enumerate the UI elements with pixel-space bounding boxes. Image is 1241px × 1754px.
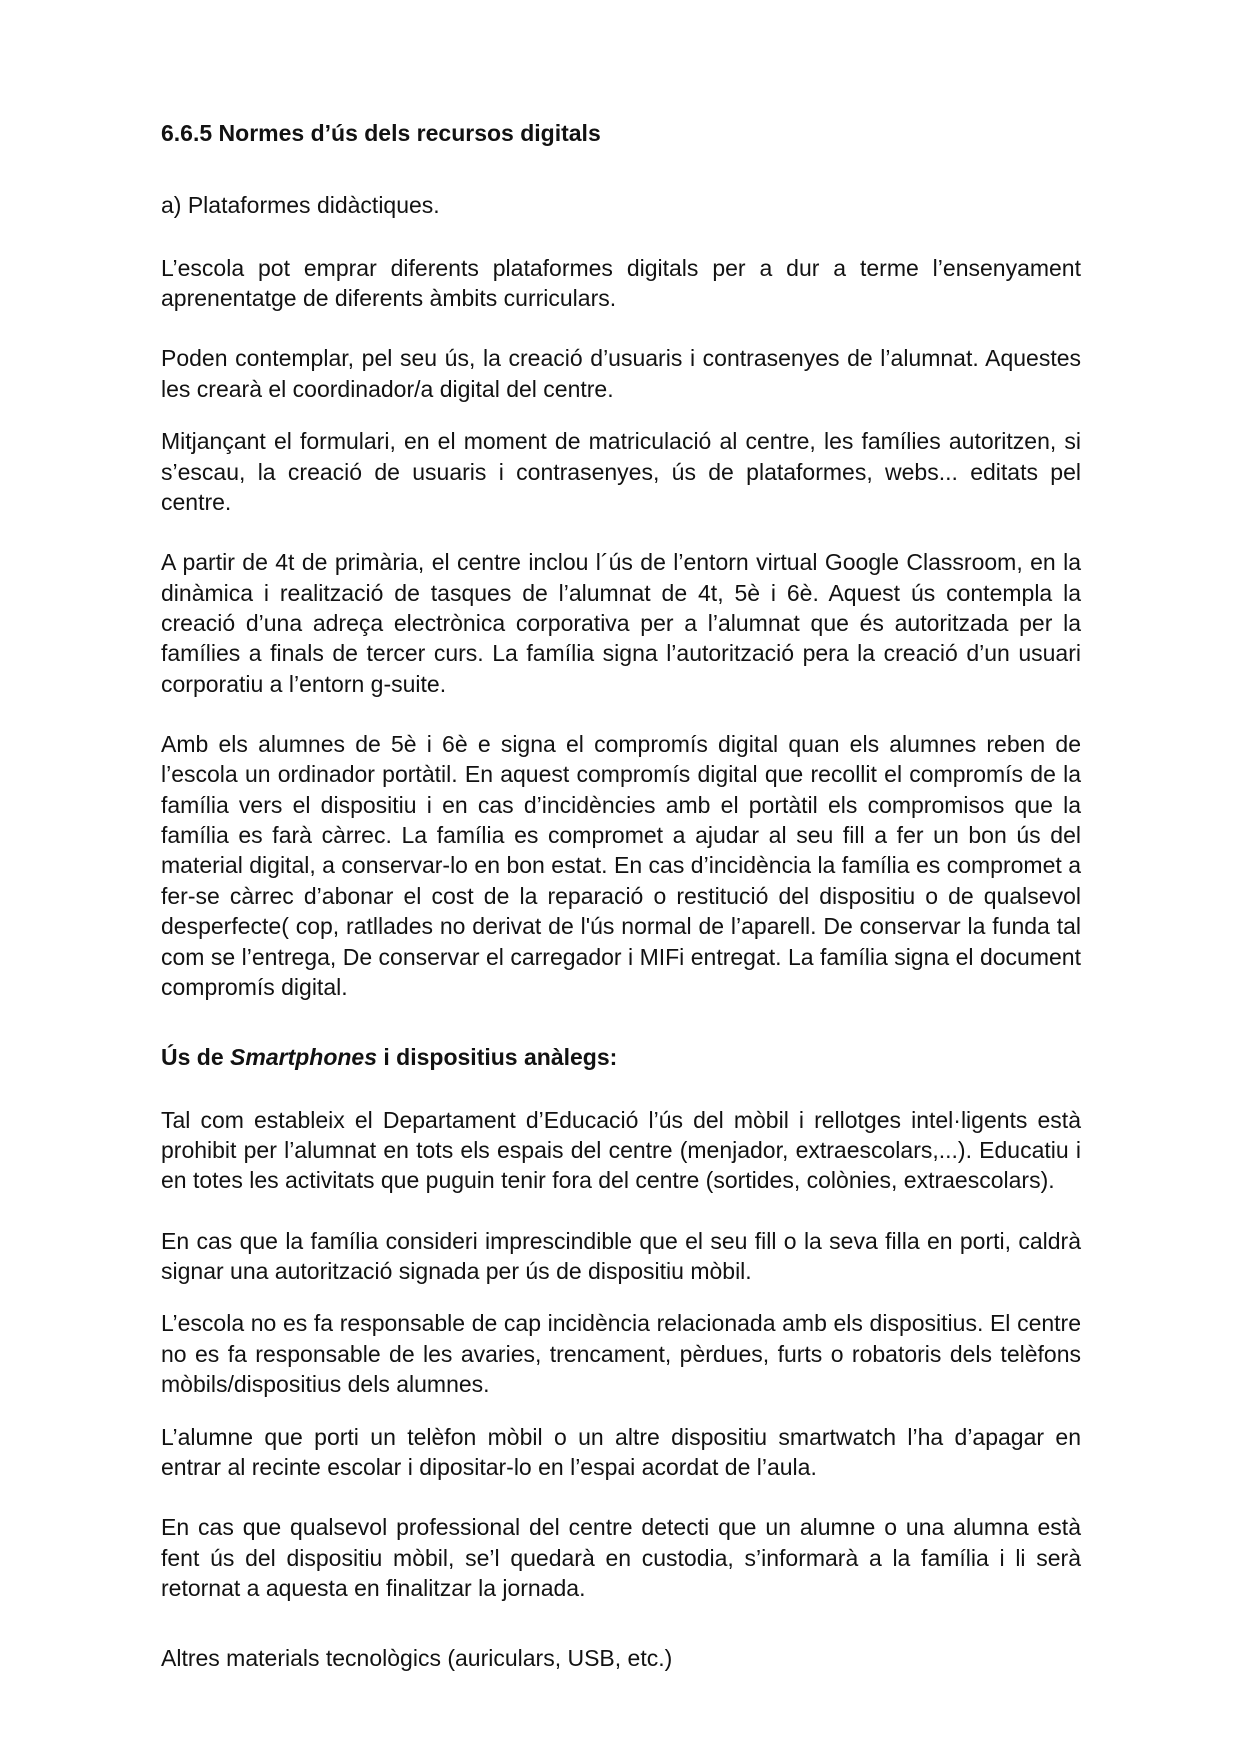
paragraph-device-confiscation: En cas que qualsevol professional del centre detecti que un alumne o una alumna està fent ús del dispositiu mòbil, se’l quedarà en custodia, s’informarà a la família i li serà retornat a aquesta en finalitzar la jornada.	[161, 1514, 1081, 1601]
paragraph-platforms-use: L’escola pot emprar diferents plataformes digitals per a dur a terme l’ensenyament aprenentatge de diferents àmbits curriculars.	[161, 254, 1081, 312]
paragraph-user-accounts: Poden contemplar, pel seu ús, la creació d’usuaris i contrasenyes de l’alumnat. Aquestes les crearà el coordinador/a digital del centre.	[161, 345, 1081, 402]
paragraph-digital-commitment: Amb els alumnes de 5è i 6è e signa el compromís digital quan els alumnes reben de l’escola un ordinador portàtil. En aquest compromís digital que recollit el compromís de la família vers el dispositiu i en cas d’incidències amb el portàtil els compromisos que la família es farà càrrec. La família es compromet a ajudar al seu fill a fer un bon ús del material digital, a conservar-lo en bon estat. En cas d’incidència la família es compromet a fer-se càrrec d’abonar el cost de la reparació o restitució del dispositiu o de qualsevol desperfecte( cop, ratllades no derivat de l'ús normal de l’aparell. De conservar la funda tal com se l’entrega, De conservar el carregador i MIFi entregat. La família signa el document compromís digital.	[161, 731, 1081, 1000]
smartphones-heading-italic: Smartphones	[230, 1044, 378, 1071]
section-title: 6.6.5 Normes d’ús dels recursos digitals	[161, 120, 601, 146]
paragraph-other-materials: Altres materials tecnològics (auriculars, USB, etc.)	[161, 1645, 673, 1672]
paragraph-device-power-off: L’alumne que porti un telèfon mòbil o un altre dispositiu smartwatch l’ha d’apagar en entrar al recinte escolar i dipositar-lo en l’espai acordat de l’aula.	[161, 1423, 1081, 1480]
paragraph-family-authorization: En cas que la família consideri imprescindible que el seu fill o la seva filla en porti, caldrà signar una autorització signada per ús de dispositiu mòbil.	[161, 1227, 1081, 1285]
smartphones-heading	[161, 1042, 1081, 1072]
paragraph-google-classroom: A partir de 4t de primària, el centre inclou l´ús de l’entorn virtual Google Classroom, en la dinàmica i realització de tasques de l’alumnat de 4t, 5è i 6è. Aquest ús contempla la creació d’una adreça electrònica corporativa per a l’alumnat que és autoritzada per la famílies a finals de tercer curs. La família signa l’autorització pera la creació d’un usuari corporatiu a l’entorn g-suite.	[161, 549, 1081, 697]
paragraph-enrollment-form: Mitjançant el formulari, en el moment de matriculació al centre, les famílies autoritzen, si s’escau, la creació de usuaris i contrasenyes, ús de plataformes, webs... editats pel centre.	[161, 428, 1081, 515]
subsection-a-label: a) Plataformes didàctiques.	[161, 192, 440, 219]
smartphones-heading-suffix: i dispositius anàlegs:	[377, 1044, 618, 1071]
paragraph-school-liability: L’escola no es fa responsable de cap incidència relacionada amb els dispositius. El centre no es fa responsable de les avaries, trencament, pèrdues, furts o robatoris dels telèfons mòbils/dispositius dels alumnes.	[161, 1310, 1081, 1398]
smartphones-heading-prefix: Ús de	[161, 1044, 231, 1071]
paragraph-mobile-prohibition: Tal com estableix el Departament d’Educació l’ús del mòbil i rellotges intel·ligents està prohibit per l’alumnat en tots els espais del centre (menjador, extraescolars,...). Educatiu i en totes les activitats que puguin tenir fora del centre (sortides, colònies, extraescolars).	[161, 1106, 1081, 1194]
